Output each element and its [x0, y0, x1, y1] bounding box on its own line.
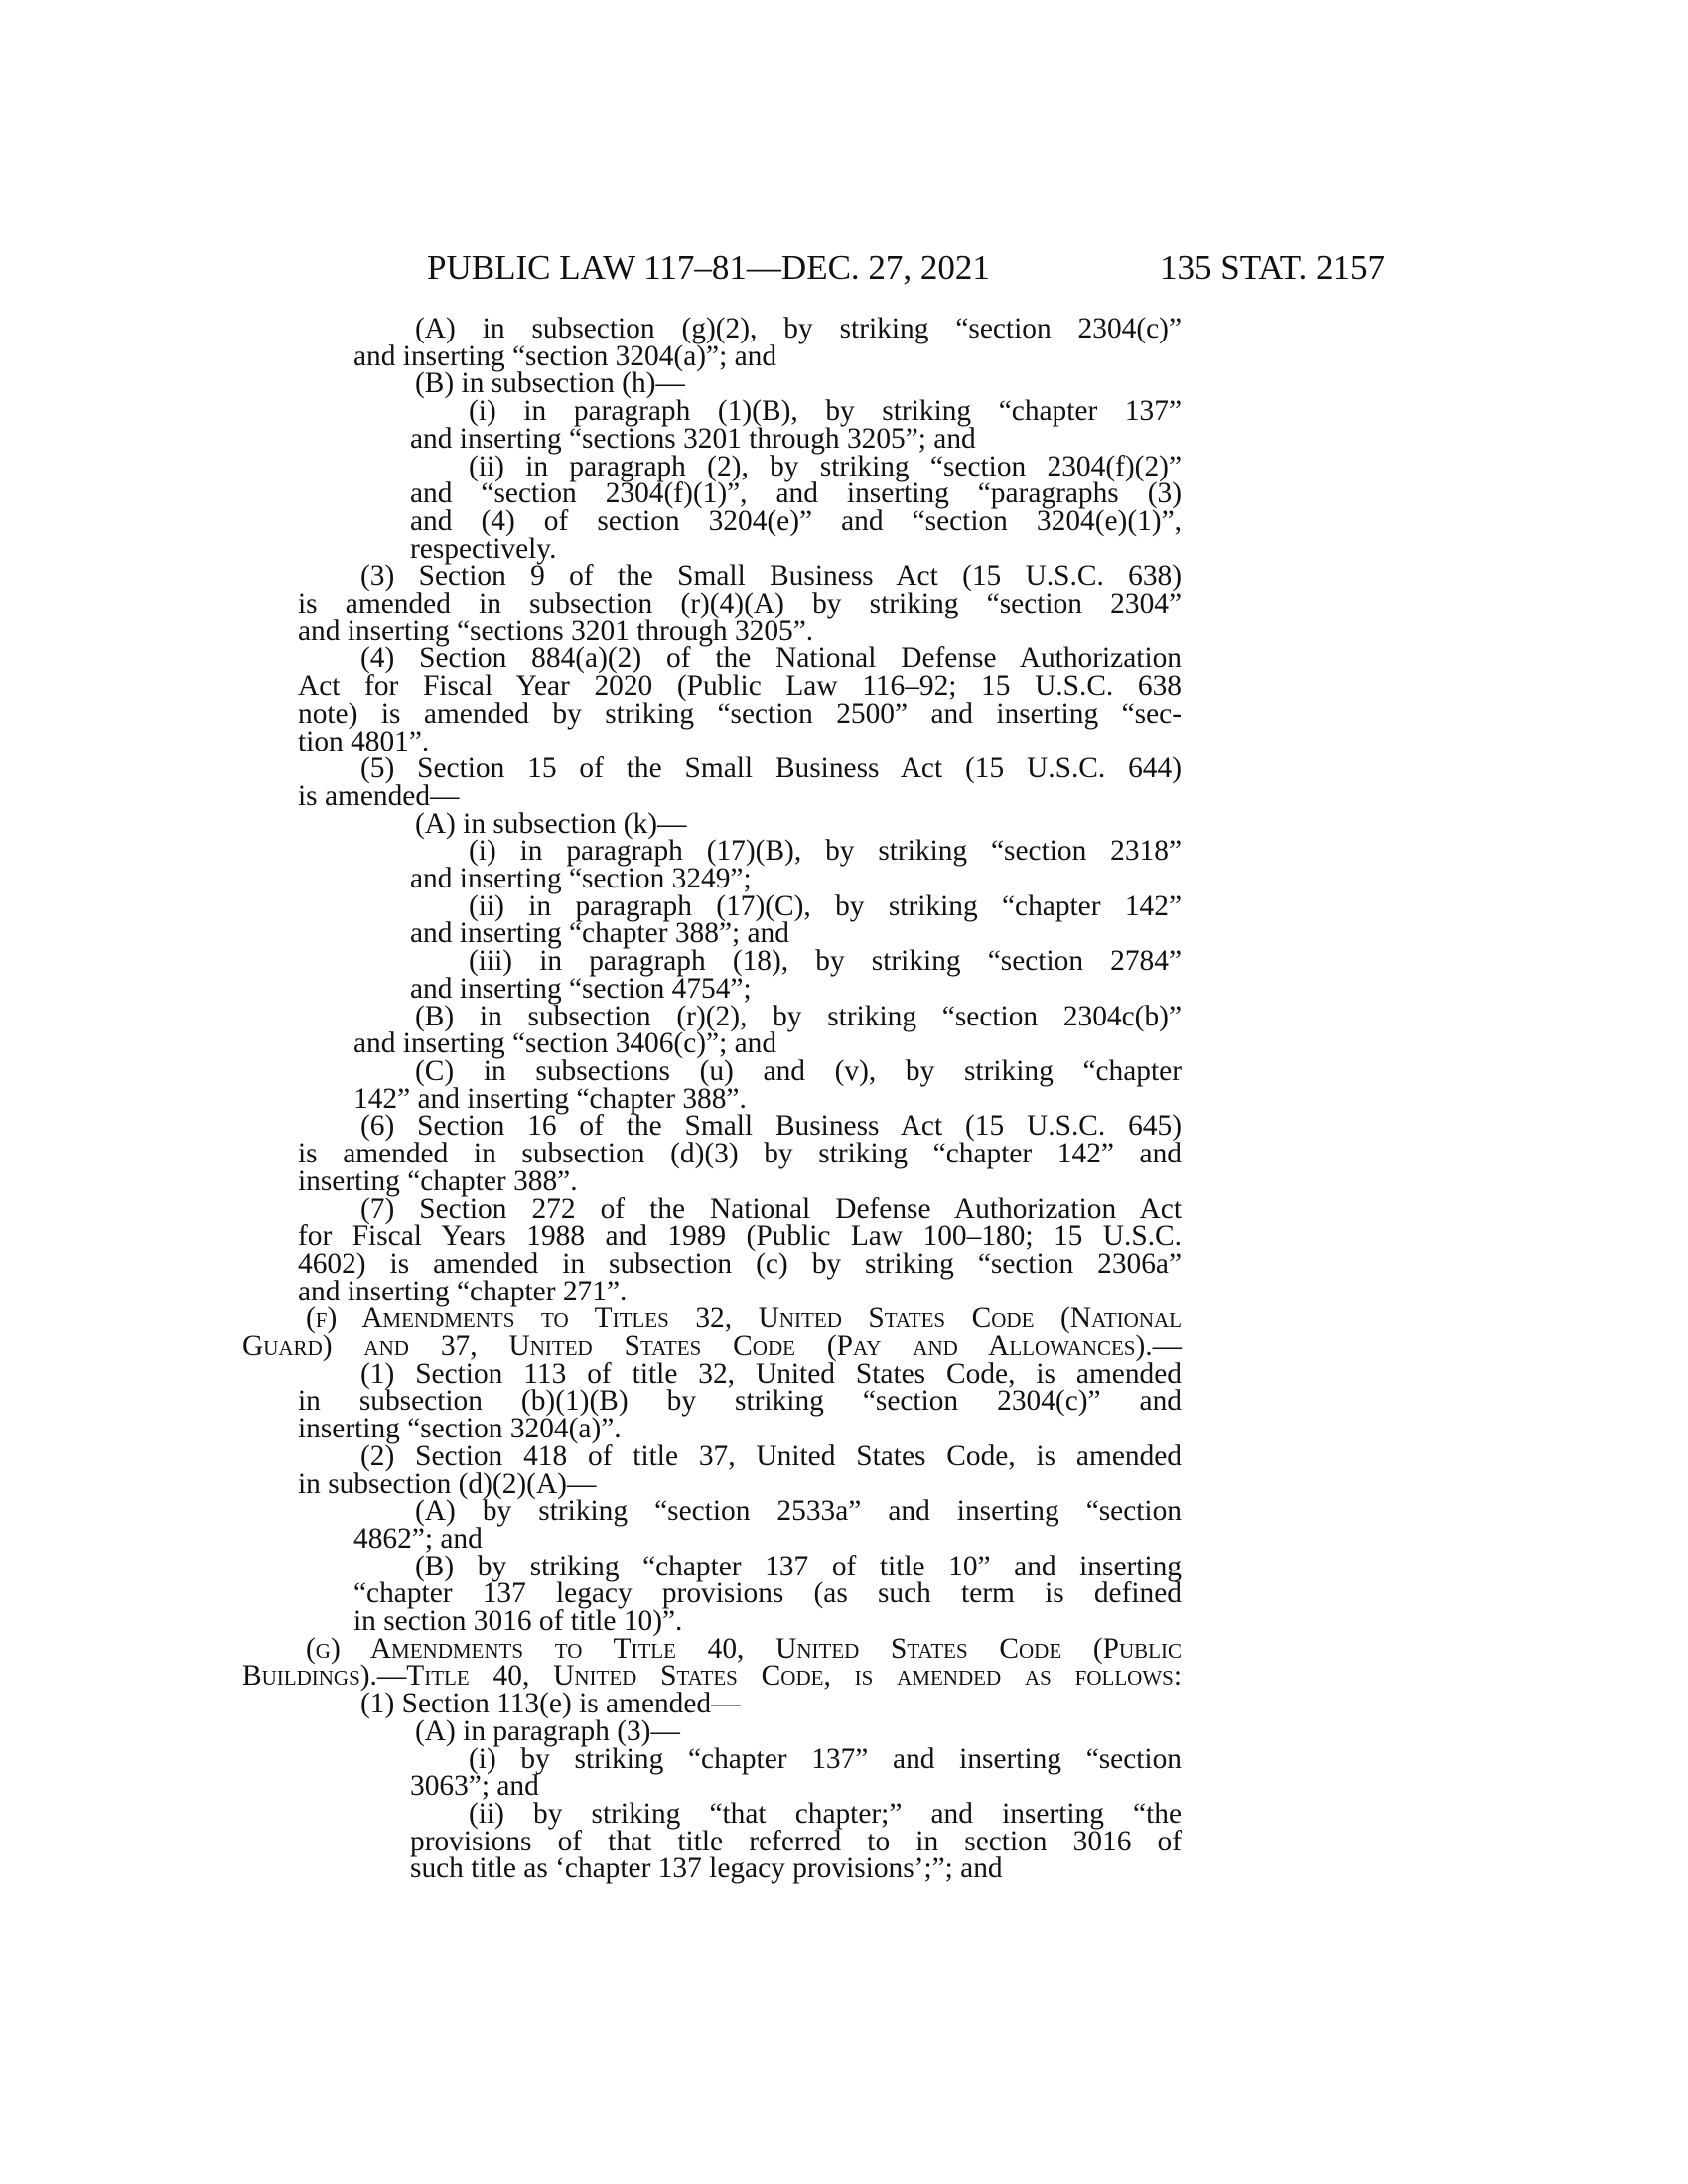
text-line: (4) Section 884(a)(2) of the National Defense Authorization: [360, 642, 1182, 675]
text-line: and (4) of section 3204(e)” and “section 3204(e)(1)”,: [410, 504, 1182, 537]
text-line: (5) Section 15 of the Small Business Act (15 U.S.C. 644): [360, 752, 1182, 785]
public-law-title: PUBLIC LAW 117–81—DEC. 27, 2021: [427, 248, 990, 287]
text-line: and “section 2304(f)(1)”, and inserting “paragraphs (3): [410, 478, 1182, 510]
text-line: (A) in paragraph (3)—: [415, 1714, 680, 1747]
text-line: (6) Section 16 of the Small Business Act (15 U.S.C. 645): [360, 1110, 1182, 1143]
section-heading-g: (g) Amendments to Title 40, United States Code (Public: [306, 1632, 1182, 1665]
text-line: tion 4801”.: [298, 725, 430, 757]
document-body: [242, 313, 1182, 1885]
text-line: (A) in subsection (g)(2), by striking “section 2304(c)”: [415, 313, 1182, 344]
text-line: “chapter 137 legacy provisions (as such term is defined: [353, 1577, 1182, 1610]
text-line: and inserting “sections 3201 through 3205”; and: [410, 422, 976, 455]
text-line: (ii) in paragraph (2), by striking “section 2304(f)(2)”: [469, 450, 1182, 482]
text-line: (ii) in paragraph (17)(C), by striking “chapter 142”: [469, 889, 1182, 922]
text-line: and inserting “chapter 388”; and: [410, 917, 789, 950]
text-line: in subsection (b)(1)(B) by striking “section 2304(c)” and: [298, 1385, 1182, 1418]
text-line: 142” and inserting “chapter 388”.: [353, 1082, 747, 1115]
text-line: and inserting “sections 3201 through 3205”.: [298, 614, 814, 647]
text-line: (A) in subsection (k)—: [415, 807, 687, 840]
text-line: (i) by striking “chapter 137” and inserting “section: [469, 1742, 1182, 1775]
section-heading-f-cont: Guard) and 37, United States Code (Pay and Allowances).—: [242, 1330, 1182, 1363]
text-line: 4602) is amended in subsection (c) by striking “section 2306a”: [298, 1247, 1182, 1280]
section-heading-g-cont: [242, 1660, 1182, 1693]
text-line: (B) by striking “chapter 137 of title 10” and inserting: [415, 1550, 1182, 1582]
statute-page-number: 135 STAT. 2157: [1160, 248, 1385, 287]
text-line: (1) Section 113 of title 32, United States Code, is amended: [360, 1357, 1182, 1390]
text-line: 3063”; and: [410, 1770, 539, 1803]
text-line: (i) in paragraph (1)(B), by striking “chapter 137”: [469, 395, 1182, 428]
text-line: (i) in paragraph (17)(B), by striking “section 2318”: [469, 835, 1182, 868]
text-line: note) is amended by striking “section 2500” and inserting “sec-: [298, 697, 1182, 730]
text-line: and inserting “section 3249”;: [410, 863, 752, 895]
text-line: Act for Fiscal Year 2020 (Public Law 116–92; 15 U.S.C. 638: [298, 670, 1182, 703]
text-line: 4862”; and: [353, 1522, 483, 1555]
section-heading-f-text: (f) Amendments to Titles 32, United States Code (National: [306, 1302, 1182, 1335]
text-line: and inserting “chapter 271”.: [298, 1275, 628, 1307]
section-heading-f: [298, 1302, 1182, 1335]
section-heading-g-cont-text: Buildings).—Title 40, United States Code, is amended as follows:: [242, 1660, 1182, 1693]
text-line: in section 3016 of title 10)”.: [353, 1605, 683, 1638]
text-line: in subsection (d)(2)(A)—: [298, 1467, 597, 1500]
text-line: (B) in subsection (h)—: [415, 367, 685, 400]
text-line: and inserting “section 4754”;: [410, 972, 752, 1005]
text-line: (1) Section 113(e) is amended—: [360, 1688, 741, 1720]
text-line: inserting “chapter 388”.: [298, 1164, 578, 1197]
text-line: and inserting “section 3204(a)”; and: [353, 340, 777, 372]
text-line: (2) Section 418 of title 37, United States Code, is amended: [360, 1439, 1182, 1472]
text-line: is amended in subsection (r)(4)(A) by striking “section 2304”: [298, 588, 1182, 620]
text-line: for Fiscal Years 1988 and 1989 (Public Law 100–180; 15 U.S.C.: [298, 1220, 1182, 1253]
text-line: (A) by striking “section 2533a” and inserting “section: [415, 1495, 1182, 1528]
text-line: (7) Section 272 of the National Defense Authorization Act: [360, 1192, 1182, 1225]
text-line: is amended in subsection (d)(3) by striking “chapter 142” and: [298, 1138, 1182, 1170]
text-line: inserting “section 3204(a)”.: [298, 1413, 622, 1445]
text-line: (3) Section 9 of the Small Business Act (15 U.S.C. 638): [360, 560, 1182, 593]
text-line: and inserting “section 3406(c)”; and: [353, 1027, 777, 1060]
text-line: such title as ‘chapter 137 legacy provisions’;”; and: [410, 1852, 1003, 1885]
text-line: is amended—: [298, 779, 460, 812]
text-line: respectively.: [410, 532, 557, 565]
text-line: (ii) by striking “that chapter;” and inserting “the: [469, 1797, 1182, 1830]
text-line: provisions of that title referred to in section 3016 of: [410, 1825, 1182, 1857]
page-header: [427, 246, 1385, 290]
text-line: (C) in subsections (u) and (v), by striking “chapter: [415, 1054, 1182, 1087]
text-line: (iii) in paragraph (18), by striking “section 2784”: [469, 945, 1182, 978]
text-line: (B) in subsection (r)(2), by striking “section 2304c(b)”: [415, 1000, 1182, 1032]
